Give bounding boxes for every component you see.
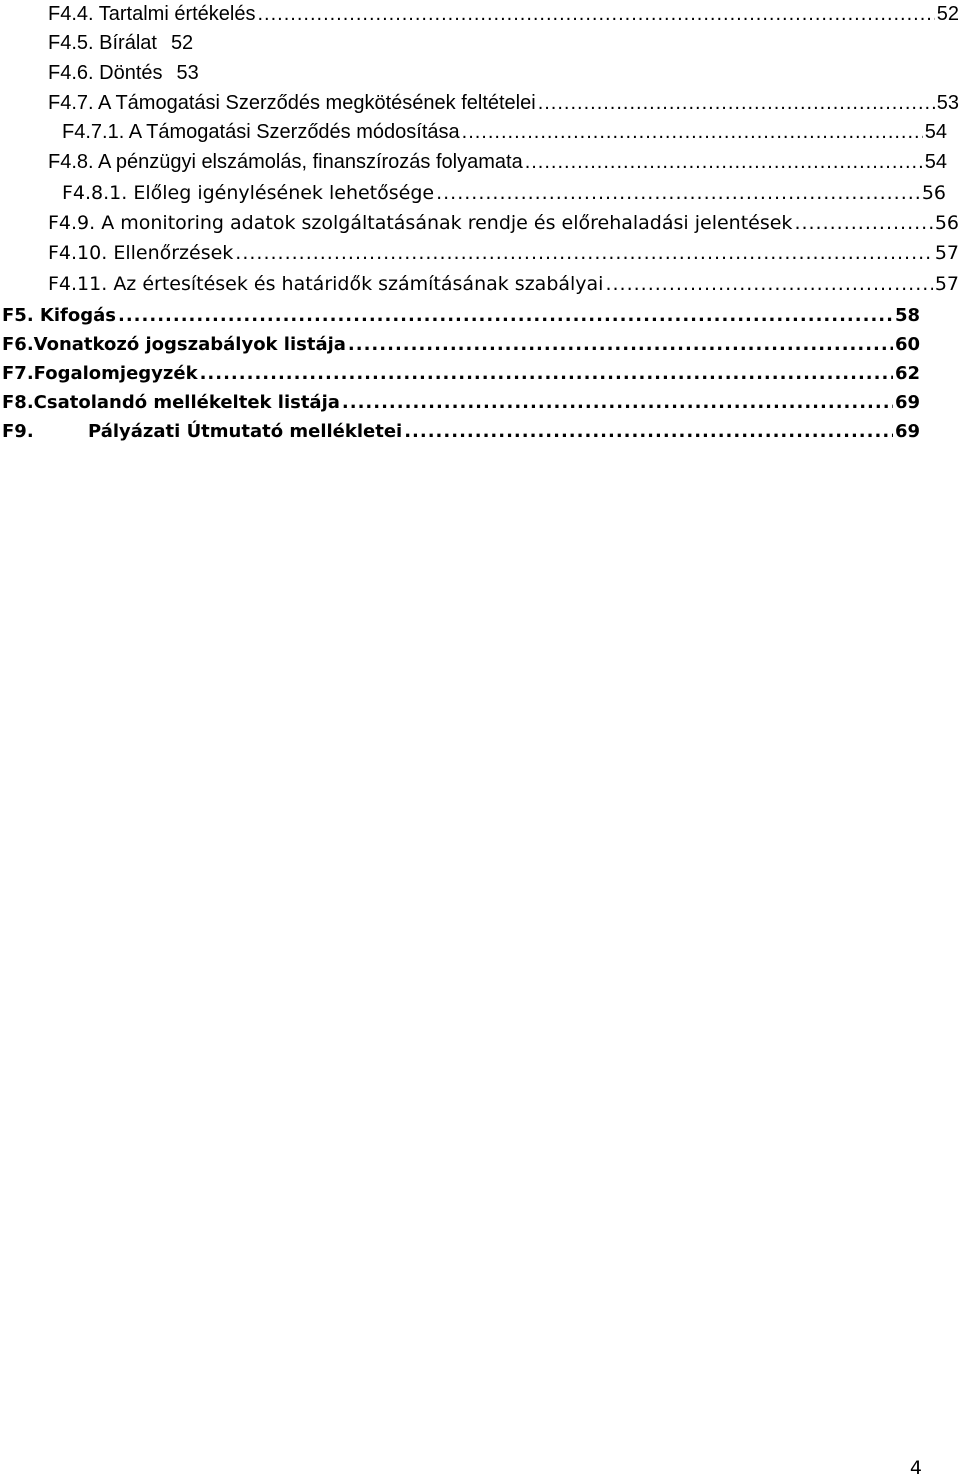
toc-entry-page: 56: [921, 182, 946, 204]
toc-entry-label: F4.7.1. A Támogatási Szerződés módosítása: [62, 121, 460, 143]
toc-entry-page: 52: [170, 32, 194, 54]
toc-leader-dots: [118, 302, 893, 330]
toc-entry-page: 53: [936, 92, 959, 114]
toc-entry[interactable]: [2, 360, 920, 388]
toc-leader-dots: [235, 239, 933, 267]
toc-entry-label: F4.4. Tartalmi értékelés: [48, 3, 256, 25]
toc-entry[interactable]: [48, 270, 959, 298]
toc-entry[interactable]: [2, 418, 920, 446]
toc-entry-label: Pályázati Útmutató mellékletei: [88, 421, 403, 442]
toc-entry-page: 62: [894, 363, 920, 384]
toc-leader-dots: [200, 360, 893, 388]
toc-entry[interactable]: [48, 59, 199, 87]
page-number: 4: [909, 1457, 922, 1479]
toc-entry[interactable]: [62, 118, 947, 146]
toc-leader-dots: [462, 118, 923, 146]
toc-leader-dots: [348, 331, 893, 359]
toc-entry-label: F4.7. A Támogatási Szerződés megkötésének feltételei: [48, 92, 536, 114]
toc-entry-label: F4.8.1. Előleg igénylésének lehetősége: [62, 182, 435, 204]
toc-leader-dots: [525, 148, 923, 176]
toc-entry-label: F4.9. A monitoring adatok szolgáltatásának rendje és előrehaladási jelentések: [48, 212, 793, 234]
toc-entry-label: F8.Csatolandó mellékeltek listája: [2, 392, 340, 413]
toc-leader-dots: [794, 209, 932, 237]
toc-entry-label: F7.Fogalomjegyzék: [2, 363, 198, 384]
toc-entry[interactable]: [48, 209, 959, 237]
toc-entry[interactable]: [2, 331, 920, 359]
toc-entry-page: 54: [924, 121, 947, 143]
toc-leader-dots: [538, 89, 935, 117]
toc-entry-label: F9.: [2, 421, 34, 442]
toc-entry-label: F5. Kifogás: [2, 305, 116, 326]
toc-leader-dots: [258, 0, 935, 28]
toc-entry-page: 69: [894, 421, 920, 442]
toc-entry[interactable]: [2, 389, 920, 417]
toc-entry-label: F4.8. A pénzügyi elszámolás, finanszírozás folyamata: [48, 151, 523, 173]
toc-entry-page: 57: [934, 242, 959, 264]
toc-entry-label: F4.5. Bírálat: [48, 32, 157, 54]
toc-entry-page: 57: [934, 273, 959, 295]
toc-leader-dots: [436, 179, 920, 207]
toc-entry-page: 58: [894, 305, 920, 326]
toc-entry-label: F6.Vonatkozó jogszabályok listája: [2, 334, 346, 355]
toc-entry[interactable]: [2, 302, 920, 330]
toc-entry[interactable]: [48, 239, 959, 267]
toc-entry-page: 52: [936, 3, 959, 25]
toc-leader-dots: [404, 418, 893, 446]
toc-entry-page: 60: [894, 334, 920, 355]
toc-entry-page: 54: [924, 151, 947, 173]
toc-entry-page: 56: [934, 212, 959, 234]
toc-entry[interactable]: [48, 89, 959, 117]
toc-entry-label: F4.11. Az értesítések és határidők számításának szabályai: [48, 273, 604, 295]
toc-entry-page: 53: [176, 62, 199, 84]
toc-entry[interactable]: [48, 29, 193, 57]
toc-leader-dots: [342, 389, 893, 417]
toc-entry[interactable]: [48, 148, 947, 176]
toc-entry-label: F4.10. Ellenőrzések: [48, 242, 234, 264]
toc-leader-dots: [605, 270, 932, 298]
toc-entry[interactable]: [62, 179, 946, 207]
toc-entry-label: F4.6. Döntés: [48, 62, 163, 84]
toc-entry-page: 69: [894, 392, 920, 413]
toc-entry[interactable]: [48, 0, 959, 28]
